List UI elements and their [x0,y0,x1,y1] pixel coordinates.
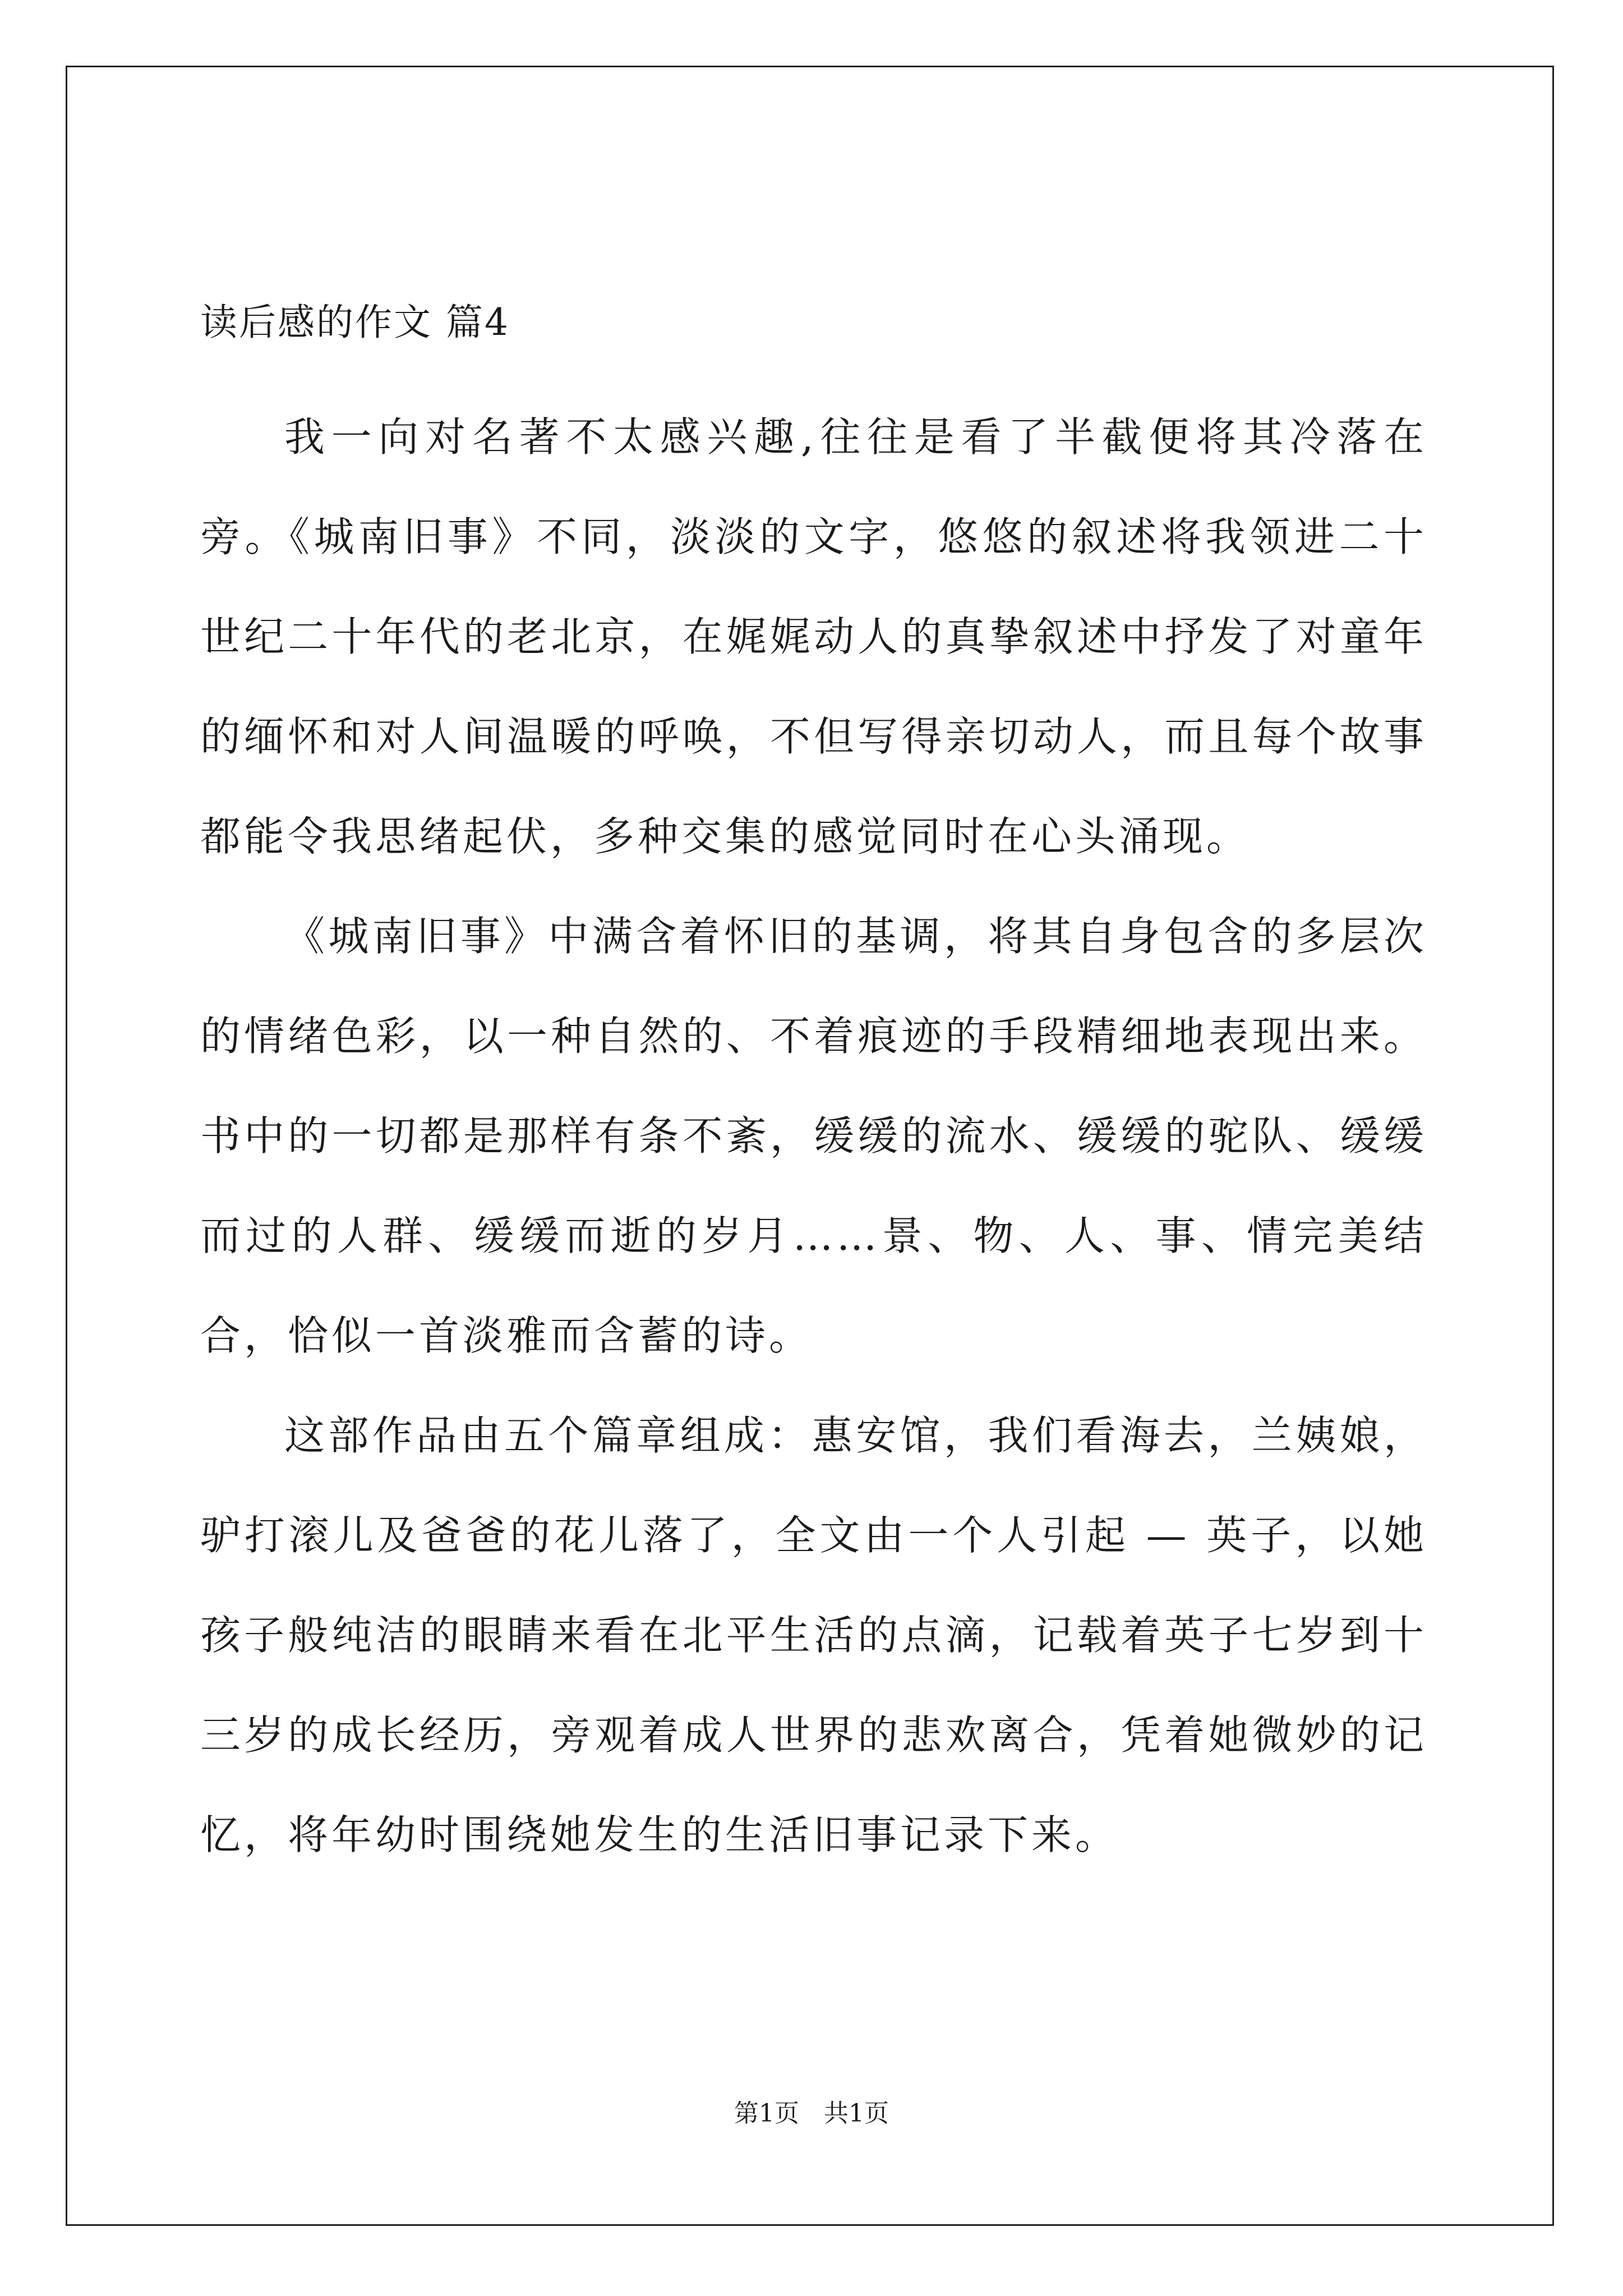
document-body [200,292,1427,1885]
paragraph-1: 我一向对名著不太感兴趣,往往是看了半截便将其冷落在旁。《城南旧事》不同，淡淡的文字，悠悠的叙述将我领进二十世纪二十年代的老北京，在娓娓动人的真挚叙述中抒发了对童年的缅怀和对人间温暖的呼唤，不但写得亲切动人，而且每个故事都能令我思绪起伏，多种交集的感觉同时在心头涌现。 [200,413,1427,860]
page-footer: 第1页 共1页 [734,2099,889,2128]
document-title: 读后感的作文 篇4 [200,301,510,344]
paragraph-2: 《城南旧事》中满含着怀旧的基调，将其自身包含的多层次的情绪色彩，以一种自然的、不着痕迹的手段精细地表现出来。书中的一切都是那样有条不紊，缓缓的流水、缓缓的驼队、缓缓而过的人群、缓缓而逝的岁月……景、物、人、事、情完美结合，恰似一首淡雅而含蓄的诗。 [200,913,1427,1359]
paragraph-3: 这部作品由五个篇章组成：惠安馆，我们看海去，兰姨娘，驴打滚儿及爸爸的花儿落了，全文由一个人引起 — 英子，以她孩子般纯洁的眼睛来看在北平生活的点滴，记载着英子七岁到十三岁的成长经历，旁观着成人世界的悲欢离合，凭着她微妙的记忆，将年幼时围绕她发生的生活旧事记录下来。 [200,1412,1427,1858]
